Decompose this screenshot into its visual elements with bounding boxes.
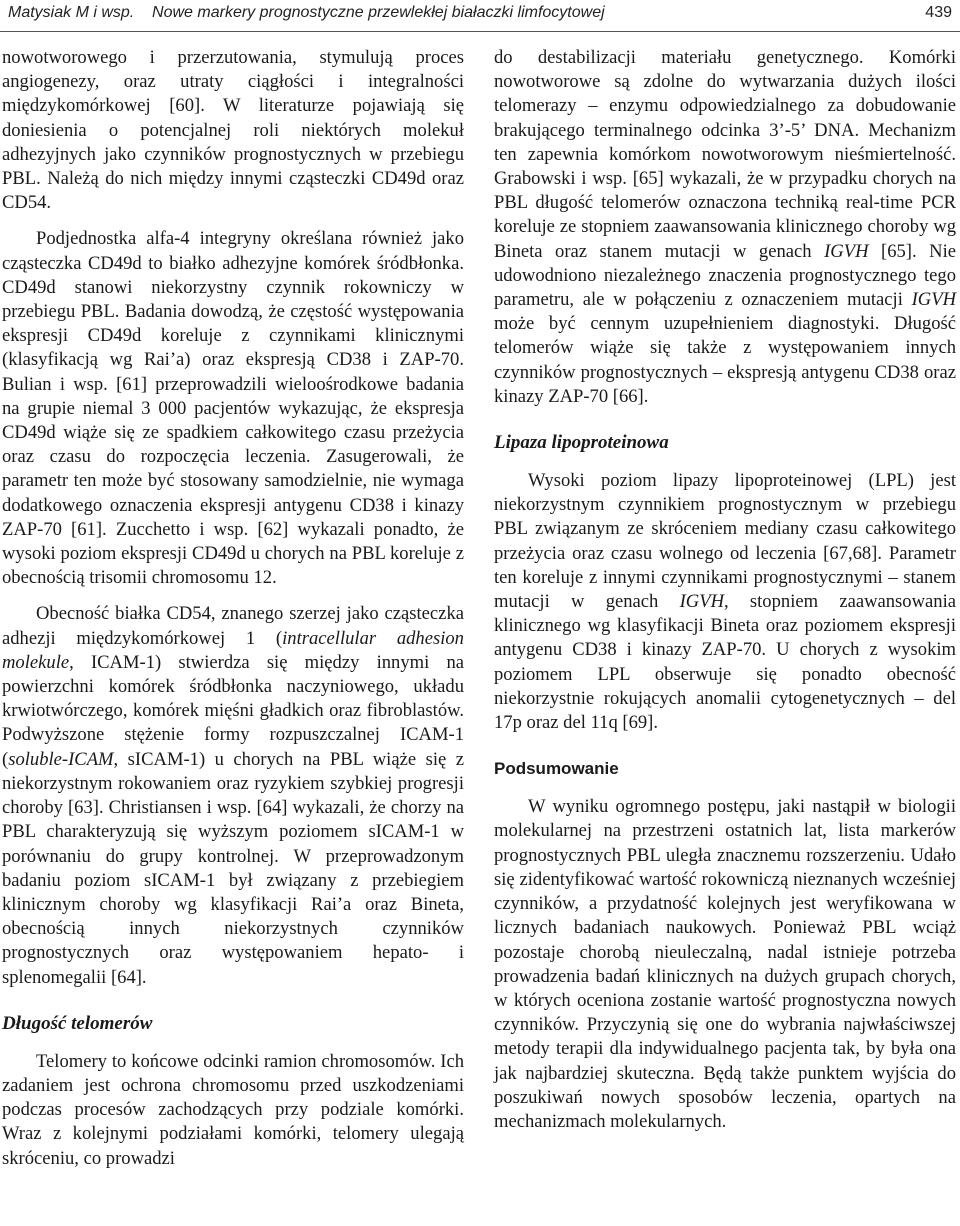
heading-lipoprotein-lipase: Lipaza lipoproteinowa	[494, 432, 669, 454]
header-divider	[0, 31, 960, 32]
right-column	[494, 46, 956, 1134]
page-number: 439	[925, 4, 952, 21]
paragraph-cd49d: Podjednostka alfa-4 integryny określana również jako cząsteczka CD49d to białko adhezyjne komórek śródbłonka. CD49d stanowi niekorzystny czynnik rokowniczy w przebiegu PBL. Badania dowodzą, że częstość występowania ekspresji CD49d koreluje z czynnikami klinicznymi (klasyfikacją wg Rai’a) oraz ekspresją CD38 i ZAP-70. Bulian i wsp. [61] przeprowadzili wieloośrodkowe badania na grupie niemal 3 000 pacjentów wykazując, że ekspresja CD49d wiąże się ze spadkiem całkowitego czasu przeżycia oraz czasu do rozpoczęcia leczenia. Zasugerowali, że parametr ten może być stosowany samodzielnie, nie wymaga dodatkowego oznaczenia ekspresji antygenu CD38 i kinazy ZAP-70 [61]. Zucchetto i wsp. [62] wykazali ponadto, że wysoki poziom ekspresji CD49d u chorych na PBL koreluje z obecnością trisomii chromosomu 12.	[2, 228, 464, 589]
paragraph-telomeres-continued: do destabilizacji materiału genetycznego. Komórki nowotworowe są zdolne do wytwarzania dużych ilości telomerazy – enzymu odpowiedzialnego za dobudowanie brakującego terminalnego odcinka 3’-5’ DNA. Mechanizm ten zapewnia komórkom nowotworowym nieśmiertelność. Grabowski i wsp. [65] wykazali, że w przypadku chorych na PBL długość telomerów oznaczona techniką real-time PCR koreluje ze stopniem zaawansowania klinicznego choroby wg Bineta oraz stanem mutacji w genach IGVH [65]. Nie udowodniono niezależnego znaczenia prognostycznego tego parametru, ale w połączeniu z oznaczeniem mutacji IGVH może być cennym uzupełnieniem diagnostyki. Długość telomerów wiąże się także z występowaniem innych czynników prognostycznych – ekspresją antygenu CD38 oraz kinazy ZAP-70 [66].	[494, 47, 956, 407]
paragraph-telomeres: Telomery to końcowe odcinki ramion chromosomów. Ich zadaniem jest ochrona chromosomu przed uszkodzeniami podczas procesów zachodzących przy podziale komórki. Wraz z kolejnymi podziałami komórki, telomery ulegają skróceniu, co prowadzi	[2, 1050, 464, 1169]
header-authors: Matysiak M i wsp.	[8, 4, 135, 21]
running-header	[0, 0, 960, 30]
heading-summary: Podsumowanie	[494, 759, 619, 779]
heading-telomere-length: Długość telomerów	[2, 1012, 153, 1034]
left-column	[2, 46, 464, 1171]
paragraph-cd54: Obecność białka CD54, znanego szerzej jako cząsteczka adhezji międzykomórkowej 1 (intracellular adhesion molekule, ICAM-1) stwierdza się między innymi na powierzchni komórek śródbłonka naczyniowego, układu krwiotwórczego, komórek mięśni gładkich oraz fibroblastów. Podwyższone stężenie formy rozpuszczalnej ICAM-1 (soluble-ICAM, sICAM-1) u chorych na PBL wiąże się z niekorzystnym rokowaniem oraz ryzykiem szybkiej progresji choroby [63]. Christiansen i wsp. [64] wykazali, że chorzy na PBL charakteryzują się wyższym poziomem sICAM-1 w porównaniu do grupy kontrolnej. W przeprowadzonym badaniu poziom sICAM-1 był związany z przebiegiem klinicznym choroby wg klasyfikacji Rai’a oraz Bineta, obecnością innych niekorzystnych czynników prognostycznych oraz występowaniem hepato- i splenomegalii [64].	[2, 603, 464, 988]
header-title: Nowe markery prognostyczne przewlekłej białaczki limfocytowej	[152, 4, 605, 21]
paragraph-summary: W wyniku ogromnego postępu, jaki nastąpił w biologii molekularnej na przestrzeni ostatnich lat, lista markerów prognostycznych PBL uległa znacznemu rozszerzeniu. Udało się zidentyfikować wartość rokowniczą nieznanych wcześniej czynników, a przydatność kolejnych jest weryfikowana w licznych badaniach naukowych. Ponieważ PBL wciąż pozostaje chorobą nieuleczalną, nadal istnieje potrzeba prowadzenia badań klinicznych na dużych grupach chorych, w których oceniona zostanie wartość prognostyczna nowych czynników. Przyczynią się one do wybrania najwłaściwszej metody terapii dla indywidualnego pacjenta tak, by była ona jak najbardziej skuteczna. Będą także punktem wyjścia do poszukiwań nowych sposobów leczenia, opartych na mechanizmach molekularnych.	[494, 796, 956, 1132]
paragraph-lpl: Wysoki poziom lipazy lipoproteinowej (LPL) jest niekorzystnym czynnikiem prognostycznym w przebiegu PBL związanym ze skróceniem mediany czasu całkowitego przeżycia oraz czasu wolnego od leczenia [67,68]. Parametr ten koreluje z innymi czynnikami prognostycznymi – stanem mutacji w genach IGVH, stopniem zaawansowania klinicznego wg klasyfikacji Bineta oraz poziomem ekspresji antygenu CD38 i kinazy ZAP-70. U chorych z wysokim poziomem LPL obserwuje się ponadto obecność niekorzystnie rokujących anomalii cytogenetycznych – del 17p oraz del 11q [69].	[494, 470, 956, 734]
paragraph-adhesion-intro: nowotworowego i przerzutowania, stymulują proces angiogenezy, oraz utraty ciągłości i integralności międzykomórkowej [60]. W literaturze pojawiają się doniesienia o potencjalnej roli niektórych molekuł adhezyjnych jako czynników prognostycznych w przebiegu PBL. Należą do nich między innymi cząsteczki CD49d oraz CD54.	[2, 47, 464, 214]
